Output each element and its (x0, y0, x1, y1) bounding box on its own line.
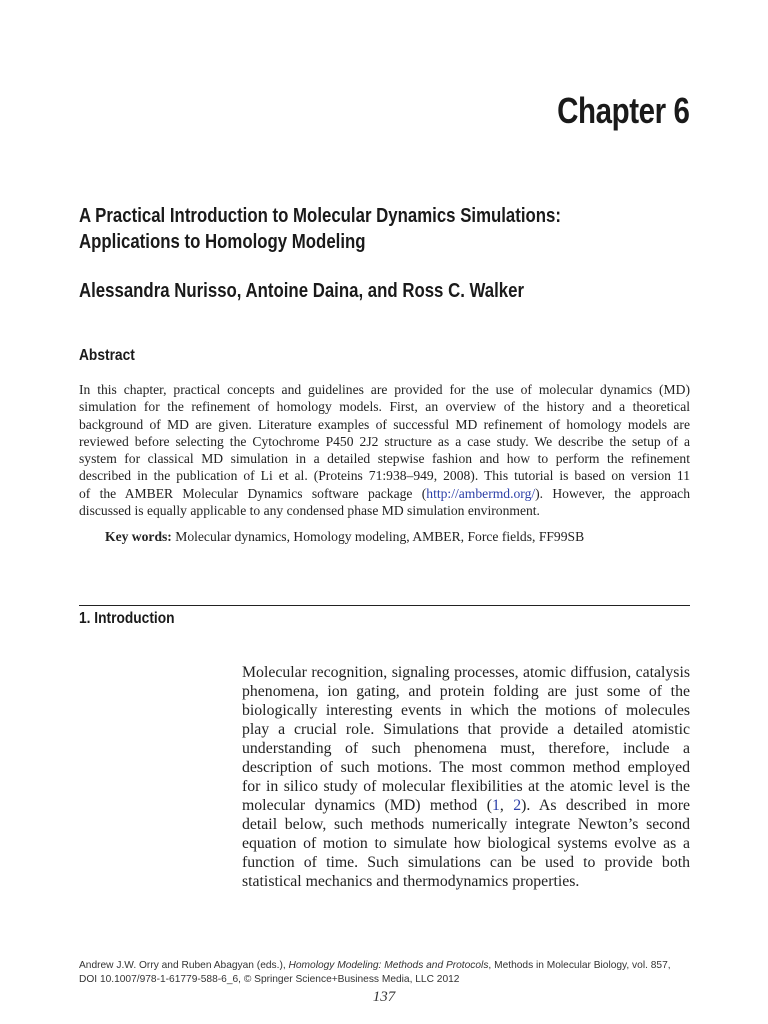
abstract-text: ). However, the approach (535, 485, 690, 501)
abstract-body (79, 381, 690, 519)
abstract-line: reviewed before selecting the Cytochrome P450 2J2 structure as a case study. We describe the setup of a (79, 433, 690, 449)
introduction-paragraph (242, 663, 690, 891)
book-title: Homology Modeling: Methods and Protocols (288, 960, 489, 971)
intro-line: biologically interesting events in which the motions of molecules (242, 702, 690, 719)
paper-title (79, 203, 719, 255)
abstract-line: simulation for the refinement of homology models. First, an overview of the history and a theoretical (79, 399, 690, 415)
intro-text: molecular dynamics (MD) method ( (242, 797, 492, 814)
footnote (79, 959, 719, 987)
author-list (79, 280, 609, 303)
intro-line: Molecular recognition, signaling processes, atomic diffusion, catalysis (242, 664, 690, 681)
intro-line-with-refs (242, 796, 690, 815)
intro-line: equation of motion to simulate how biological systems evolve as a (242, 835, 690, 852)
intro-line: description of such motions. The most common method employed (242, 759, 690, 776)
intro-line: function of time. Such simulations can be used to provide both (242, 854, 690, 871)
ambermd-link[interactable]: http://ambermd.org/ (426, 485, 536, 501)
keywords (105, 529, 705, 545)
keywords-label: Key words: (105, 529, 172, 544)
abstract-line: system for classical MD simulation in a detailed stepwise fashion and how to perform the refinement (79, 451, 690, 467)
section-heading-text: 1. Introduction (79, 610, 175, 627)
abstract-line: background of MD are given. Literature examples of successful MD refinement of homology models are (79, 416, 690, 432)
section-divider (79, 605, 690, 606)
abstract-heading (79, 347, 144, 365)
intro-line: understanding of such phenomena must, therefore, include a (242, 740, 690, 757)
intro-line: statistical mechanics and thermodynamics properties. (242, 873, 580, 890)
authors-text: Alessandra Nurisso, Antoine Daina, and Ross C. Walker (79, 280, 525, 302)
keywords-text: Molecular dynamics, Homology modeling, AMBER, Force fields, FF99SB (171, 529, 585, 544)
citation-link-1[interactable]: 1 (491, 797, 500, 814)
footnote-text: , Methods in Molecular Biology, vol. 857, (488, 960, 671, 971)
abstract-heading-text: Abstract (79, 347, 135, 364)
footnote-line-1 (79, 959, 719, 973)
chapter-label: Chapter 6 (557, 90, 690, 131)
abstract-line-with-link (79, 485, 690, 502)
title-line-2: Applications to Homology Modeling (79, 231, 366, 253)
intro-line: detail below, such methods numerically integrate Newton’s second (242, 816, 690, 833)
abstract-line: described in the publication of Li et al. (Proteins 71:938–949, 2008). This tutorial is based on version 11 (79, 468, 690, 484)
section-heading (79, 610, 190, 628)
page-number: 137 (372, 989, 396, 1005)
title-line-1: A Practical Introduction to Molecular Dynamics Simulations: (79, 205, 562, 227)
intro-line: play a crucial role. Simulations that provide a detailed atomistic (242, 721, 690, 738)
intro-line: for in silico study of molecular flexibilities at the atomic level is the (242, 778, 690, 795)
intro-text: ). As described in more (521, 797, 690, 814)
abstract-line: In this chapter, practical concepts and guidelines are provided for the use of molecular dynamics (MD) (79, 382, 690, 397)
citation-separator: , (499, 797, 514, 814)
footnote-line-2: DOI 10.1007/978-1-61779-588-6_6, © Springer Science+Business Media, LLC 2012 (79, 974, 460, 985)
intro-line: phenomena, ion gating, and protein folding are just some of the (242, 683, 690, 700)
abstract-text: of the AMBER Molecular Dynamics software package ( (79, 485, 427, 501)
citation-link-2[interactable]: 2 (513, 797, 522, 814)
footnote-text: Andrew J.W. Orry and Ruben Abagyan (eds.), (79, 960, 289, 971)
abstract-line: discussed is equally applicable to any condensed phase MD simulation environment. (79, 503, 540, 519)
